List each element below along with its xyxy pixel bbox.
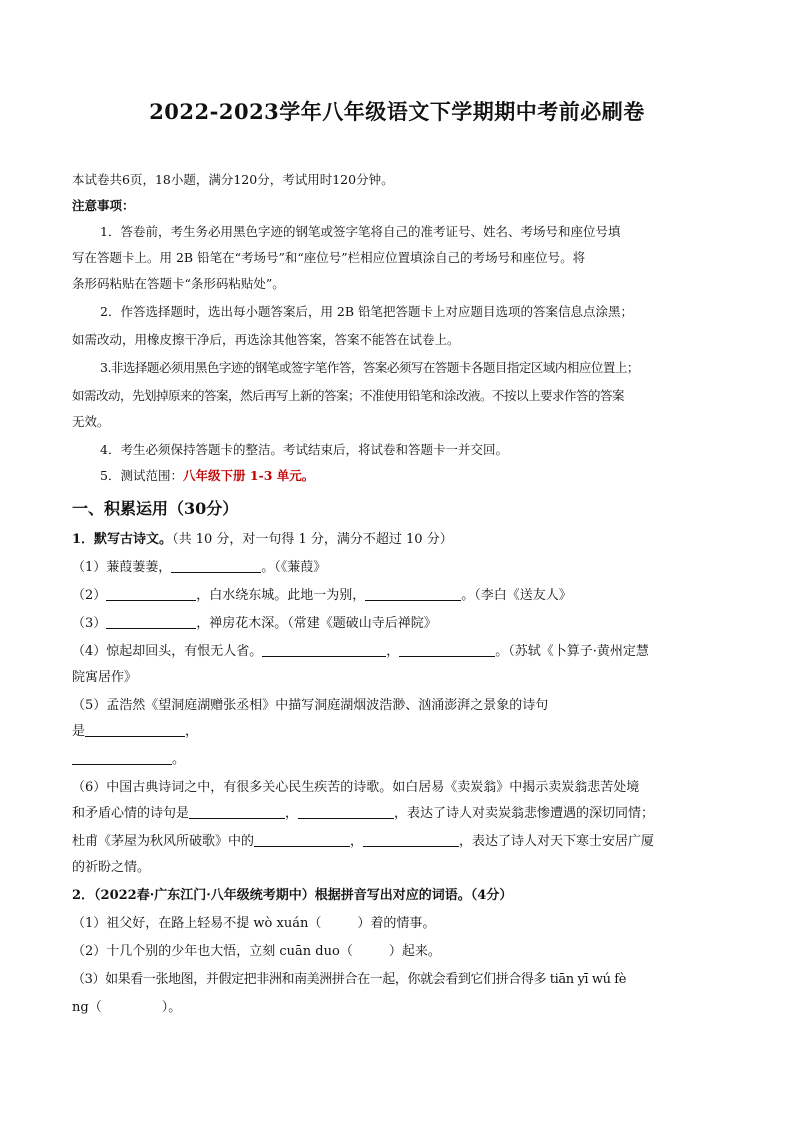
q2-heading [72, 886, 722, 906]
note-3-line-3: 无效。 [72, 414, 110, 429]
q1-6-tail-2: ，表达了诗人对天下寒士安居广厦 [459, 834, 655, 849]
note-5-prefix: 5．测试范围： [100, 468, 183, 483]
answer-blank[interactable] [262, 642, 386, 657]
answer-blank[interactable] [85, 722, 185, 737]
answer-blank[interactable] [106, 614, 196, 629]
answer-blank[interactable] [72, 750, 172, 765]
q2-item-3-line-2 [72, 998, 722, 1018]
note-4: 4．考生必须保持答题卡的整洁。考试结束后，将试卷和答题卡一并交回。 [100, 442, 508, 457]
answer-blank[interactable] [254, 832, 350, 847]
q2-item-1 [72, 914, 722, 934]
note-2-line-2: 如需改动，用橡皮擦干净后，再选涂其他答案，答案不能答在试卷上。 [72, 332, 460, 347]
note-5 [100, 466, 722, 486]
note-1-line-3: 条形码粘贴在答题卡“条形码粘贴处”。 [72, 276, 285, 291]
q1-5-comma: ， [185, 724, 199, 739]
q1-desc: （共 10 分，对一句得 1 分，满分不超过 10 分） [172, 532, 453, 547]
q1-4-source: 。（苏轼《卜算子·黄州定慧 [495, 644, 649, 659]
note-1-line-2: 写在答题卡上。用 2B 铅笔在“考场号”和“座位号”栏相应位置填涂自己的考场号和座位号。将 [72, 250, 586, 265]
note-3-line-1: 3.非选择题必须用黑色字迹的钢笔或签字笔作答，答案必须写在答题卡各题目指定区域内相应位置上； [100, 360, 639, 375]
answer-blank[interactable] [363, 832, 459, 847]
q1-item-3 [72, 614, 722, 634]
answer-blank[interactable] [365, 586, 461, 601]
note-2-line-1: 2．作答选择题时，选出每小题答案后，用 2B 铅笔把答题卡上对应题目选项的答案信息点涂黑； [100, 304, 634, 319]
q1-2-mid: ，白水绕东城。此地一为别， [196, 588, 366, 603]
q1-5-period: 。 [172, 752, 186, 767]
q2-3-tail: ）。 [161, 1000, 182, 1015]
q1-6-prompt: 和矛盾心情的诗句是 [72, 806, 190, 821]
q1-item-4-cont: 院寓居作》 [72, 670, 138, 685]
section-1-heading: 一、积累运用（30分） [72, 499, 239, 518]
q2-3-pinyin-tail: ng（ [72, 1000, 102, 1015]
q1-item-6: （6）中国古典诗词之中，有很多关心民生疾苦的诗歌。如白居易《卖炭翁》中揭示卖炭翁悲苦处境 [72, 780, 640, 795]
q1-title: 默写古诗文。 [94, 532, 173, 547]
q1-item-6-line-4: 的祈盼之情。 [72, 860, 151, 875]
q1-1-source: 。（《蒹葭》 [261, 560, 327, 575]
q2-2-tail: ）起来。 [388, 944, 441, 959]
q1-6-prompt-2: 杜甫《茅屋为秋风所破歌》中的 [72, 834, 255, 849]
test-range: 八年级下册 1-3 单元。 [182, 468, 315, 483]
q2-2-prompt: （2）十几个别的少年也大悟，立刻 cuān duo（ [72, 944, 353, 959]
q2-number: 2． [72, 888, 95, 903]
q1-3-prompt: （3） [72, 616, 107, 631]
q1-item-1 [72, 558, 722, 578]
q1-heading [72, 530, 722, 550]
note-1-line-1: 1．答卷前，考生务必用黑色字迹的钢笔或签字笔将自己的准考证号、姓名、考场号和座位号填 [100, 224, 621, 239]
q2-1-tail: ）着的情事。 [357, 916, 436, 931]
q1-item-6-line-3 [72, 832, 722, 852]
answer-blank[interactable] [298, 804, 394, 819]
q1-6-comma-2: ， [350, 834, 364, 849]
q1-number: 1． [72, 532, 95, 547]
q1-1-prompt: （1）蒹葭萋萋， [72, 560, 172, 575]
q1-item-5-line-2 [72, 722, 722, 742]
q2-item-3: （3）如果看一张地图，并假定把非洲和南美洲拼合在一起，你就会看到它们拼合得多 tiān yī wú fè [72, 972, 627, 987]
q1-item-2 [72, 586, 722, 606]
q1-3-source: ，禅房花木深。（常建《题破山寺后禅院》 [196, 616, 437, 631]
q1-6-comma: ， [285, 806, 299, 821]
q1-item-4 [72, 642, 722, 662]
exam-title: 2022-2023学年八年级语文下学期期中考前必刷卷 [149, 99, 645, 124]
q1-item-6-line-2 [72, 804, 722, 824]
answer-blank[interactable] [171, 558, 261, 573]
q1-6-tail: ，表达了诗人对卖炭翁悲惨遭遇的深切同情； [394, 806, 655, 821]
exam-intro: 本试卷共6页，18小题，满分120分，考试用时120分钟。 [72, 172, 394, 187]
q1-item-5: （5）孟浩然《望洞庭湖赠张丞相》中描写洞庭湖烟波浩渺、汹涌澎湃之景象的诗句 [72, 698, 549, 713]
answer-blank[interactable] [106, 586, 196, 601]
q2-1-prompt: （1）祖父好，在路上轻易不提 wò xuán（ [72, 916, 322, 931]
answer-blank[interactable] [399, 642, 495, 657]
q1-item-5-line-3 [72, 750, 722, 770]
q1-2-source: 。（李白《送友人》 [461, 588, 572, 603]
note-3-line-2: 如需改动，先划掉原来的答案，然后再写上新的答案；不准使用铅笔和涂改液。不按以上要求作答的答案 [72, 388, 625, 403]
q1-4-mid: ， [386, 644, 400, 659]
q1-4-prompt: （4）惊起却回头，有恨无人省。 [72, 644, 263, 659]
q1-2-prompt: （2） [72, 588, 107, 603]
q2-title: （2022春·广东江门·八年级统考期中）根据拼音写出对应的词语。（4分） [94, 888, 513, 903]
answer-blank[interactable] [189, 804, 285, 819]
q1-5-prefix: 是 [72, 724, 86, 739]
q2-item-2 [72, 942, 722, 962]
notes-heading: 注意事项： [72, 198, 135, 213]
